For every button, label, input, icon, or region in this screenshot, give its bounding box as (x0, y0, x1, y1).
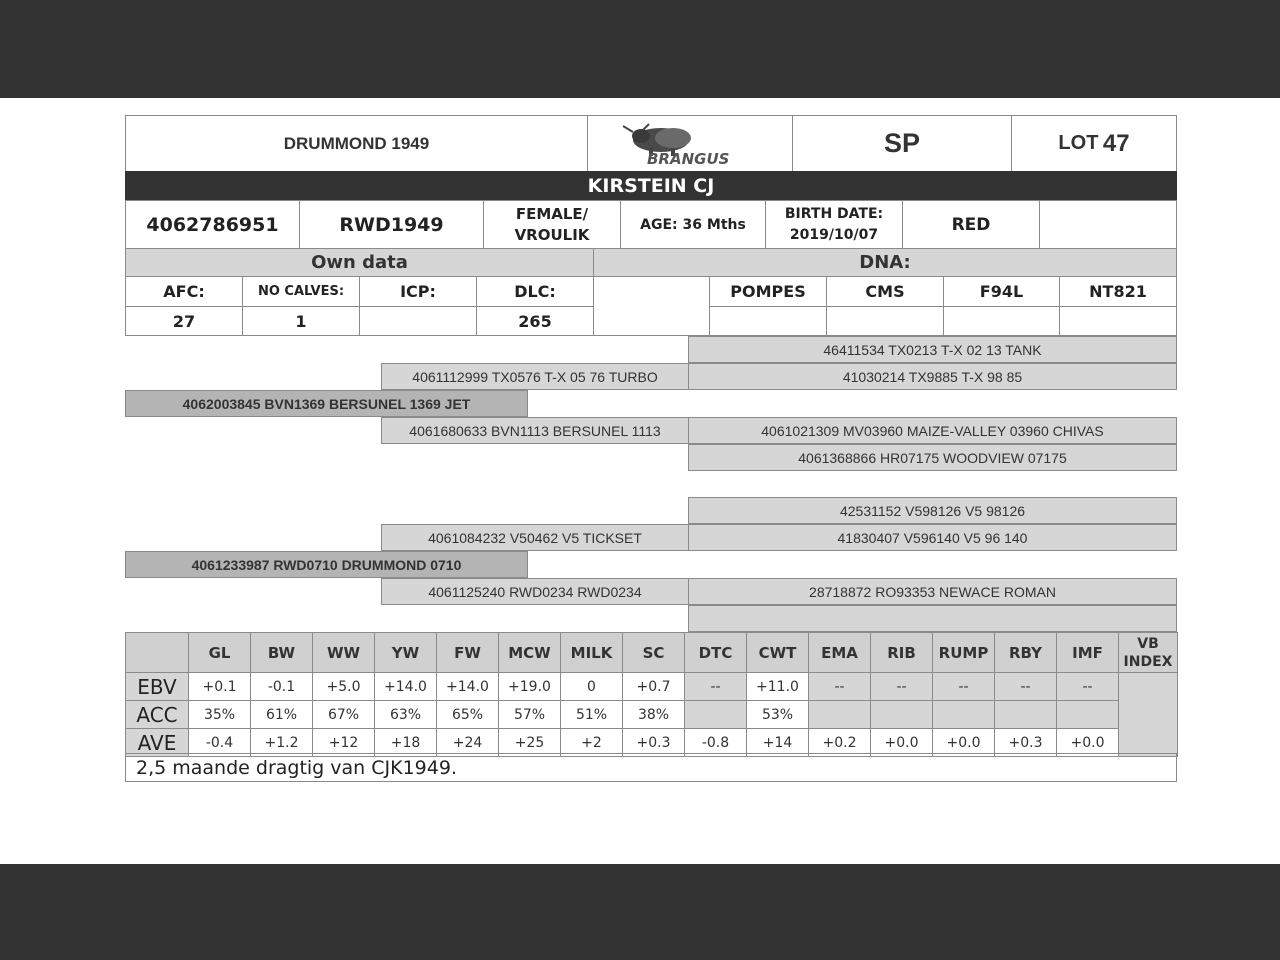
ebv-cell-ebv-rby: -- (994, 672, 1057, 701)
ebv-cell-acc-rby (994, 700, 1057, 729)
animal-colour: RED (902, 200, 1040, 249)
ebv-cell-ave-ww: +12 (312, 728, 375, 757)
vb-index-value (1118, 672, 1178, 757)
ebv-header-milk: MILK (560, 632, 623, 673)
icp-value (359, 306, 477, 336)
ebv-cell-acc-ww: 67% (312, 700, 375, 729)
afc-label: AFC: (125, 276, 243, 307)
pompes-value (709, 306, 827, 336)
ebv-cell-ave-rby: +0.3 (994, 728, 1057, 757)
pedigree-sire-dam-sire: 4061021309 MV03960 MAIZE-VALLEY 03960 CHIVAS (688, 417, 1177, 444)
ebv-header-cwt: CWT (746, 632, 809, 673)
ebv-cell-ave-imf: +0.0 (1056, 728, 1119, 757)
afc-value: 27 (125, 306, 243, 336)
ebv-cell-ebv-milk: 0 (560, 672, 623, 701)
ebv-header-corner (125, 632, 189, 673)
ebv-row-label-acc: ACC (125, 700, 189, 729)
ebv-header-sc: SC (622, 632, 685, 673)
ebv-cell-ebv-yw: +14.0 (374, 672, 437, 701)
dna-title: DNA: (593, 248, 1177, 277)
pedigree-dam-sire-dam: 41830407 V596140 V5 96 140 (688, 524, 1177, 551)
pedigree-sire-sire-dam: 41030214 TX9885 T-X 98 85 (688, 363, 1177, 390)
dlc-value: 265 (476, 306, 594, 336)
pedigree-dam-sire-sire: 42531152 V598126 V5 98126 (688, 497, 1177, 524)
ebv-cell-ave-yw: +18 (374, 728, 437, 757)
ebv-cell-acc-yw: 63% (374, 700, 437, 729)
animal-sex: FEMALE/ VROULIK (483, 200, 621, 249)
animal-tag: RWD1949 (299, 200, 484, 249)
ebv-cell-acc-mcw: 57% (498, 700, 561, 729)
ebv-cell-acc-rib (870, 700, 933, 729)
ebv-cell-ebv-gl: +0.1 (188, 672, 251, 701)
vb-index-header: VB INDEX (1118, 632, 1178, 673)
pedigree-sire-dam-dam: 4061368866 HR07175 WOODVIEW 07175 (688, 444, 1177, 471)
ebv-cell-acc-dtc (684, 700, 747, 729)
animal-id: 4062786951 (125, 200, 300, 249)
bull-logo-icon (615, 122, 765, 166)
ebv-cell-ave-bw: +1.2 (250, 728, 313, 757)
lot-number: LOT 47 (1011, 115, 1177, 172)
ebv-cell-ave-mcw: +25 (498, 728, 561, 757)
logo-text: BRANGUS (647, 149, 730, 166)
ebv-header-yw: YW (374, 632, 437, 673)
ebv-cell-acc-rump (932, 700, 995, 729)
ebv-cell-ave-sc: +0.3 (622, 728, 685, 757)
nt821-label: NT821 (1059, 276, 1177, 307)
pedigree-dam: 4061233987 RWD0710 DRUMMOND 0710 (125, 551, 528, 578)
ebv-row-label-ebv: EBV (125, 672, 189, 701)
ebv-cell-ebv-ema: -- (808, 672, 871, 701)
ebv-cell-ave-fw: +24 (436, 728, 499, 757)
pedigree-sire-sire-sire: 46411534 TX0213 T-X 02 13 TANK (688, 336, 1177, 363)
nt821-value (1059, 306, 1177, 336)
pedigree-sire-dam: 4061680633 BVN1113 BERSUNEL 1113 (381, 417, 689, 444)
ebv-cell-ebv-bw: -0.1 (250, 672, 313, 701)
pedigree-sire: 4062003845 BVN1369 BERSUNEL 1369 JET (125, 390, 528, 417)
ebv-cell-ave-ema: +0.2 (808, 728, 871, 757)
ebv-cell-ebv-sc: +0.7 (622, 672, 685, 701)
ebv-cell-ebv-imf: -- (1056, 672, 1119, 701)
animal-age: AGE: 36 Mths (620, 200, 766, 249)
ebv-cell-acc-imf (1056, 700, 1119, 729)
ebv-cell-ebv-rump: -- (932, 672, 995, 701)
ebv-cell-ebv-mcw: +19.0 (498, 672, 561, 701)
icp-label: ICP: (359, 276, 477, 307)
no-calves-value: 1 (242, 306, 360, 336)
ebv-cell-ebv-fw: +14.0 (436, 672, 499, 701)
pedigree-dam-dam: 4061125240 RWD0234 RWD0234 (381, 578, 689, 605)
ebv-header-imf: IMF (1056, 632, 1119, 673)
f94l-value (943, 306, 1060, 336)
ebv-cell-acc-fw: 65% (436, 700, 499, 729)
ebv-cell-acc-milk: 51% (560, 700, 623, 729)
no-calves-label: NO CALVES: (242, 276, 360, 307)
own-data-title: Own data (125, 248, 594, 277)
pedigree-dam-dam-dam (688, 605, 1177, 632)
owner-name: KIRSTEIN CJ (125, 171, 1177, 201)
cms-label: CMS (826, 276, 944, 307)
f94l-label: F94L (943, 276, 1060, 307)
ebv-header-gl: GL (188, 632, 251, 673)
ebv-cell-ebv-rib: -- (870, 672, 933, 701)
ebv-cell-ave-cwt: +14 (746, 728, 809, 757)
ebv-cell-ebv-ww: +5.0 (312, 672, 375, 701)
ebv-cell-acc-sc: 38% (622, 700, 685, 729)
ebv-cell-acc-bw: 61% (250, 700, 313, 729)
pedigree-dam-dam-sire: 28718872 RO93353 NEWACE ROMAN (688, 578, 1177, 605)
ebv-cell-ave-dtc: -0.8 (684, 728, 747, 757)
ebv-cell-ebv-dtc: -- (684, 672, 747, 701)
ebv-header-ema: EMA (808, 632, 871, 673)
breeder-name: DRUMMOND 1949 (125, 115, 588, 172)
ebv-header-fw: FW (436, 632, 499, 673)
ebv-row-label-ave: AVE (125, 728, 189, 757)
birth-date: BIRTH DATE: 2019/10/07 (765, 200, 903, 249)
ebv-cell-ave-gl: -0.4 (188, 728, 251, 757)
ebv-cell-acc-cwt: 53% (746, 700, 809, 729)
remark-text: 2,5 maande dragtig van CJK1949. (125, 753, 1177, 782)
pedigree-dam-sire: 4061084232 V50462 V5 TICKSET (381, 524, 689, 551)
dna-blank-cell (593, 276, 710, 336)
ebv-header-dtc: DTC (684, 632, 747, 673)
ebv-header-bw: BW (250, 632, 313, 673)
cms-value (826, 306, 944, 336)
ebv-cell-ave-rib: +0.0 (870, 728, 933, 757)
ebv-header-rump: RUMP (932, 632, 995, 673)
ebv-cell-ebv-cwt: +11.0 (746, 672, 809, 701)
ebv-header-mcw: MCW (498, 632, 561, 673)
ebv-header-rib: RIB (870, 632, 933, 673)
bottom-dark-band (0, 864, 1280, 960)
ebv-cell-acc-gl: 35% (188, 700, 251, 729)
brangus-logo (587, 115, 793, 172)
pedigree-sire-sire: 4061112999 TX0576 T-X 05 76 TURBO (381, 363, 689, 390)
dlc-label: DLC: (476, 276, 594, 307)
ebv-cell-ave-rump: +0.0 (932, 728, 995, 757)
ebv-cell-ave-milk: +2 (560, 728, 623, 757)
ebv-header-ww: WW (312, 632, 375, 673)
ebv-cell-acc-ema (808, 700, 871, 729)
pompes-label: POMPES (709, 276, 827, 307)
ebv-header-rby: RBY (994, 632, 1057, 673)
grade-code: SP (792, 115, 1012, 172)
top-dark-band (0, 0, 1280, 98)
animal-extra (1039, 200, 1177, 249)
